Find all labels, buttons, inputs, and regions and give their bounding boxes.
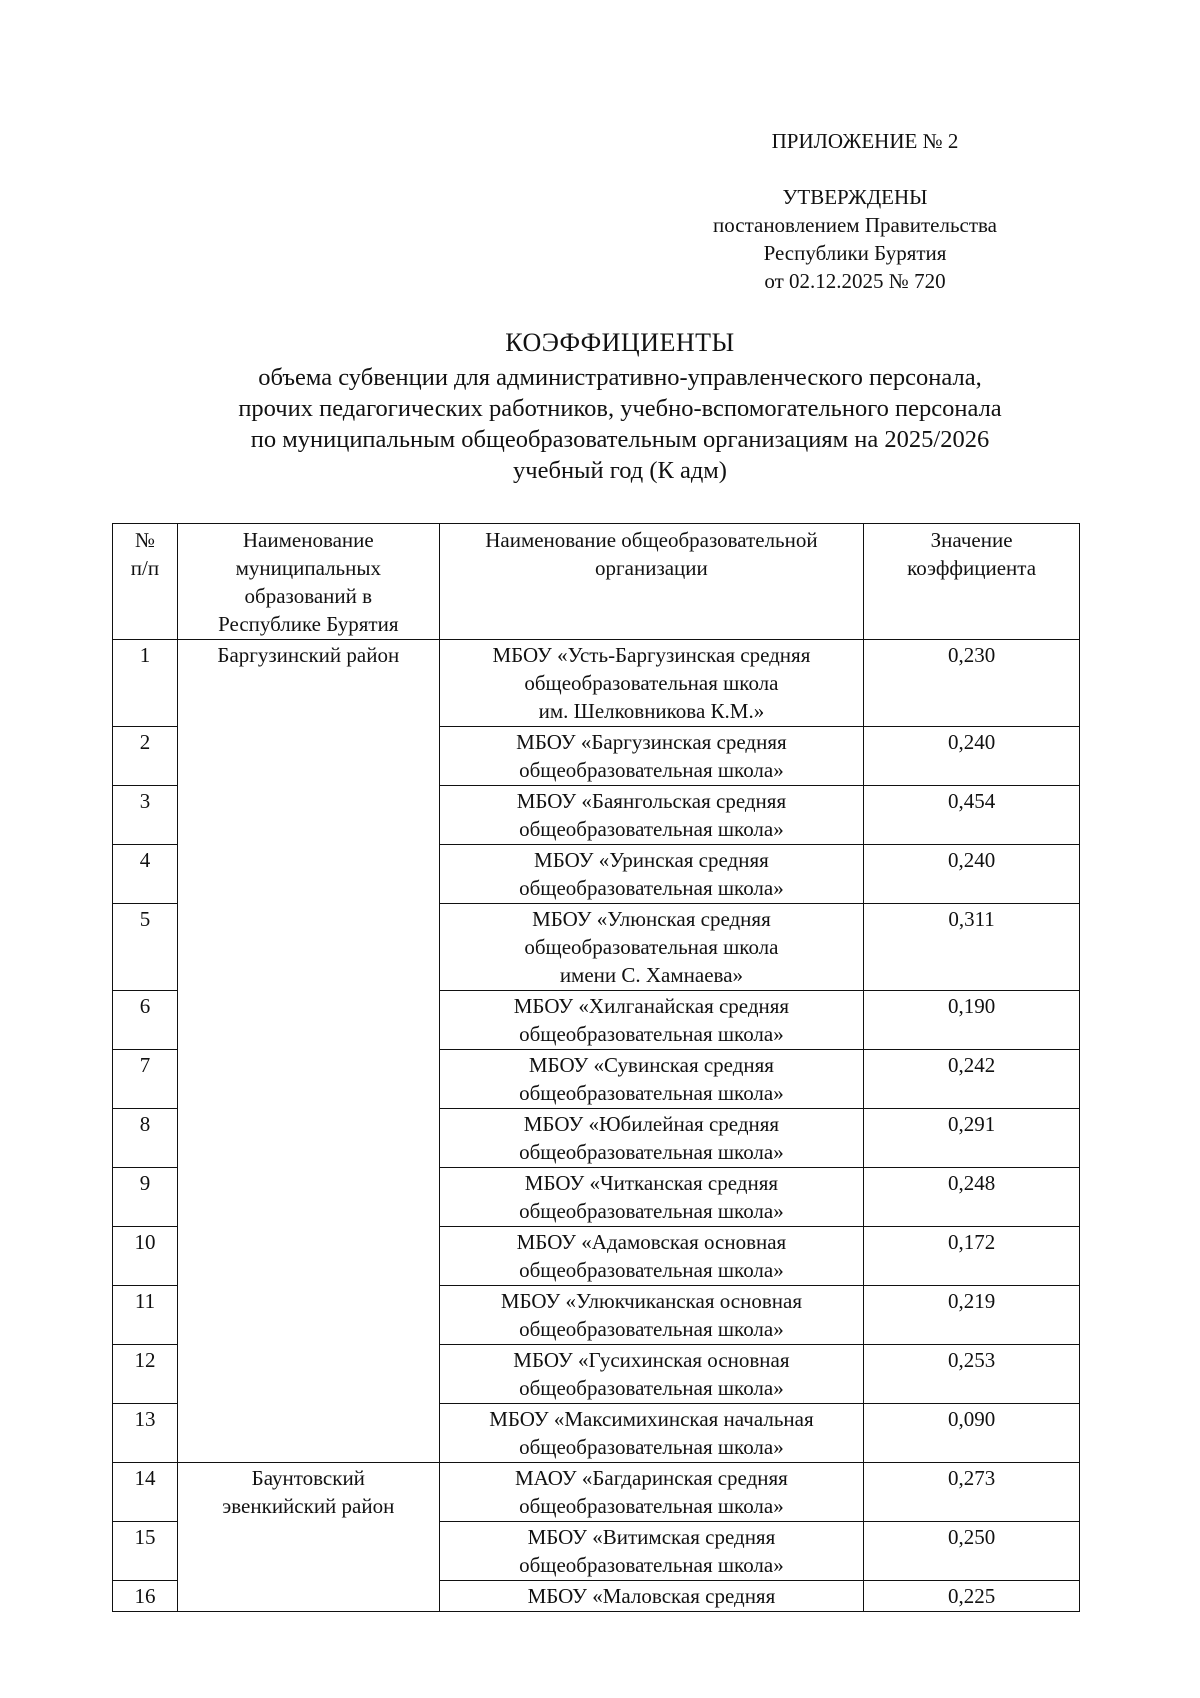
- row-number: 14: [113, 1463, 178, 1522]
- organization-cell: [439, 640, 863, 727]
- organization-cell: [439, 1404, 863, 1463]
- organization-name-line: МБОУ «Читканская средняя: [524, 1171, 779, 1195]
- row-number: 9: [113, 1168, 178, 1227]
- coefficient-value: 0,291: [864, 1109, 1080, 1168]
- organization-name-line: общеобразовательная школа»: [519, 1081, 784, 1105]
- table-row: [113, 640, 1080, 727]
- coefficient-value: 0,454: [864, 786, 1080, 845]
- organization-name-line: МБОУ «Маловская средняя: [527, 1584, 776, 1608]
- header-number: № п/п: [113, 524, 178, 640]
- row-number: 7: [113, 1050, 178, 1109]
- organization-name-line: им. Шелковникова К.М.»: [538, 699, 765, 723]
- organization-name-line: МБОУ «Уринская средняя: [534, 848, 769, 872]
- coefficient-value: 0,230: [864, 640, 1080, 727]
- coefficient-value: 0,172: [864, 1227, 1080, 1286]
- organization-name-line: общеобразовательная школа»: [519, 1199, 784, 1223]
- organization-name-line: МБОУ «Витимская средняя: [527, 1525, 776, 1549]
- subtitle-line: прочих педагогических работников, учебно-вспомогательного персонала: [238, 395, 1002, 422]
- row-number: 10: [113, 1227, 178, 1286]
- organization-cell: [439, 1345, 863, 1404]
- approval-line: от 02.12.2025 № 720: [764, 269, 946, 293]
- organization-name-line: общеобразовательная школа»: [519, 1553, 784, 1577]
- approval-line: Республики Бурятия: [763, 241, 947, 265]
- district-name-line: Баргузинский район: [217, 643, 400, 667]
- coefficient-value: 0,219: [864, 1286, 1080, 1345]
- district-name-line: Баунтовский: [251, 1466, 365, 1490]
- subtitle-line: объема субвенции для административно-управленческого персонала,: [258, 364, 982, 391]
- row-number: 12: [113, 1345, 178, 1404]
- organization-cell: [439, 727, 863, 786]
- organization-cell: [439, 1581, 863, 1612]
- organization-cell: [439, 1227, 863, 1286]
- title-main: КОЭФФИЦИЕНТЫ: [505, 328, 735, 357]
- organization-cell: [439, 1050, 863, 1109]
- organization-name-line: МБОУ «Хилганайская средняя: [513, 994, 790, 1018]
- organization-name-line: общеобразовательная школа»: [519, 1376, 784, 1400]
- coefficients-table: [112, 523, 1080, 1612]
- header-organization: Наименование общеобразовательной организации: [439, 524, 863, 640]
- coefficient-value: 0,248: [864, 1168, 1080, 1227]
- organization-name-line: МАОУ «Багдаринская средняя: [514, 1466, 788, 1490]
- organization-name-line: общеобразовательная школа»: [519, 1494, 784, 1518]
- organization-cell: [439, 1463, 863, 1522]
- coefficient-value: 0,090: [864, 1404, 1080, 1463]
- organization-cell: [439, 1168, 863, 1227]
- organization-name-line: МБОУ «Усть-Баргузинская средняя: [492, 643, 811, 667]
- organization-cell: [439, 1286, 863, 1345]
- header-coefficient: Значение коэффициента: [864, 524, 1080, 640]
- appendix-label: ПРИЛОЖЕНИЕ № 2: [771, 129, 959, 153]
- row-number: 5: [113, 904, 178, 991]
- organization-name-line: общеобразовательная школа: [524, 671, 779, 695]
- document-title: [130, 326, 1110, 486]
- row-number: 15: [113, 1522, 178, 1581]
- organization-name-line: общеобразовательная школа»: [519, 817, 784, 841]
- coefficient-value: 0,311: [864, 904, 1080, 991]
- organization-cell: [439, 1109, 863, 1168]
- district-name-line: эвенкийский район: [222, 1494, 395, 1518]
- organization-cell: [439, 991, 863, 1050]
- organization-name-line: общеобразовательная школа»: [519, 1022, 784, 1046]
- organization-name-line: МБОУ «Сувинская средняя: [528, 1053, 774, 1077]
- organization-name-line: МБОУ «Гусихинская основная: [513, 1348, 790, 1372]
- subtitle-line: по муниципальным общеобразовательным организациям на 2025/2026: [250, 426, 990, 453]
- organization-name-line: МБОУ «Баянгольская средняя: [516, 789, 787, 813]
- organization-name-line: общеобразовательная школа»: [519, 1258, 784, 1282]
- coefficient-value: 0,240: [864, 845, 1080, 904]
- row-number: 4: [113, 845, 178, 904]
- title-subtitle: [130, 362, 1110, 486]
- district-cell: [177, 1463, 439, 1612]
- coefficient-value: 0,190: [864, 991, 1080, 1050]
- approval-line: постановлением Правительства: [712, 213, 997, 237]
- organization-name-line: общеобразовательная школа»: [519, 876, 784, 900]
- organization-name-line: МБОУ «Юбилейная средняя: [523, 1112, 780, 1136]
- coefficient-value: 0,240: [864, 727, 1080, 786]
- subtitle-line: учебный год (К адм): [513, 457, 727, 484]
- organization-name-line: имени С. Хамнаева»: [559, 963, 744, 987]
- table-header-row: [113, 524, 1080, 640]
- organization-cell: [439, 786, 863, 845]
- row-number: 13: [113, 1404, 178, 1463]
- organization-name-line: МБОУ «Баргузинская средняя: [516, 730, 787, 754]
- row-number: 8: [113, 1109, 178, 1168]
- district-cell: [177, 640, 439, 1463]
- organization-name-line: общеобразовательная школа»: [519, 758, 784, 782]
- organization-name-line: общеобразовательная школа»: [519, 1435, 784, 1459]
- organization-name-line: общеобразовательная школа»: [519, 1140, 784, 1164]
- row-number: 3: [113, 786, 178, 845]
- row-number: 2: [113, 727, 178, 786]
- organization-name-line: МБОУ «Адамовская основная: [516, 1230, 787, 1254]
- organization-cell: [439, 845, 863, 904]
- organization-cell: [439, 904, 863, 991]
- organization-name-line: общеобразовательная школа: [524, 935, 779, 959]
- coefficient-value: 0,225: [864, 1581, 1080, 1612]
- organization-name-line: МБОУ «Улюкчиканская основная: [500, 1289, 802, 1313]
- table-body: [113, 640, 1080, 1612]
- approval-line: УТВЕРЖДЕНЫ: [782, 185, 928, 209]
- row-number: 11: [113, 1286, 178, 1345]
- coefficient-value: 0,250: [864, 1522, 1080, 1581]
- coefficient-value: 0,273: [864, 1463, 1080, 1522]
- header-municipality: Наименование муниципальных образований в Республике Бурятия: [177, 524, 439, 640]
- coefficient-value: 0,242: [864, 1050, 1080, 1109]
- row-number: 6: [113, 991, 178, 1050]
- approval-block: [660, 183, 1050, 295]
- organization-name-line: общеобразовательная школа»: [519, 1317, 784, 1341]
- organization-cell: [439, 1522, 863, 1581]
- row-number: 16: [113, 1581, 178, 1612]
- row-number: 1: [113, 640, 178, 727]
- table-row: [113, 1463, 1080, 1522]
- coefficient-value: 0,253: [864, 1345, 1080, 1404]
- organization-name-line: МБОУ «Максимихинская начальная: [489, 1407, 814, 1431]
- organization-name-line: МБОУ «Улюнская средняя: [532, 907, 771, 931]
